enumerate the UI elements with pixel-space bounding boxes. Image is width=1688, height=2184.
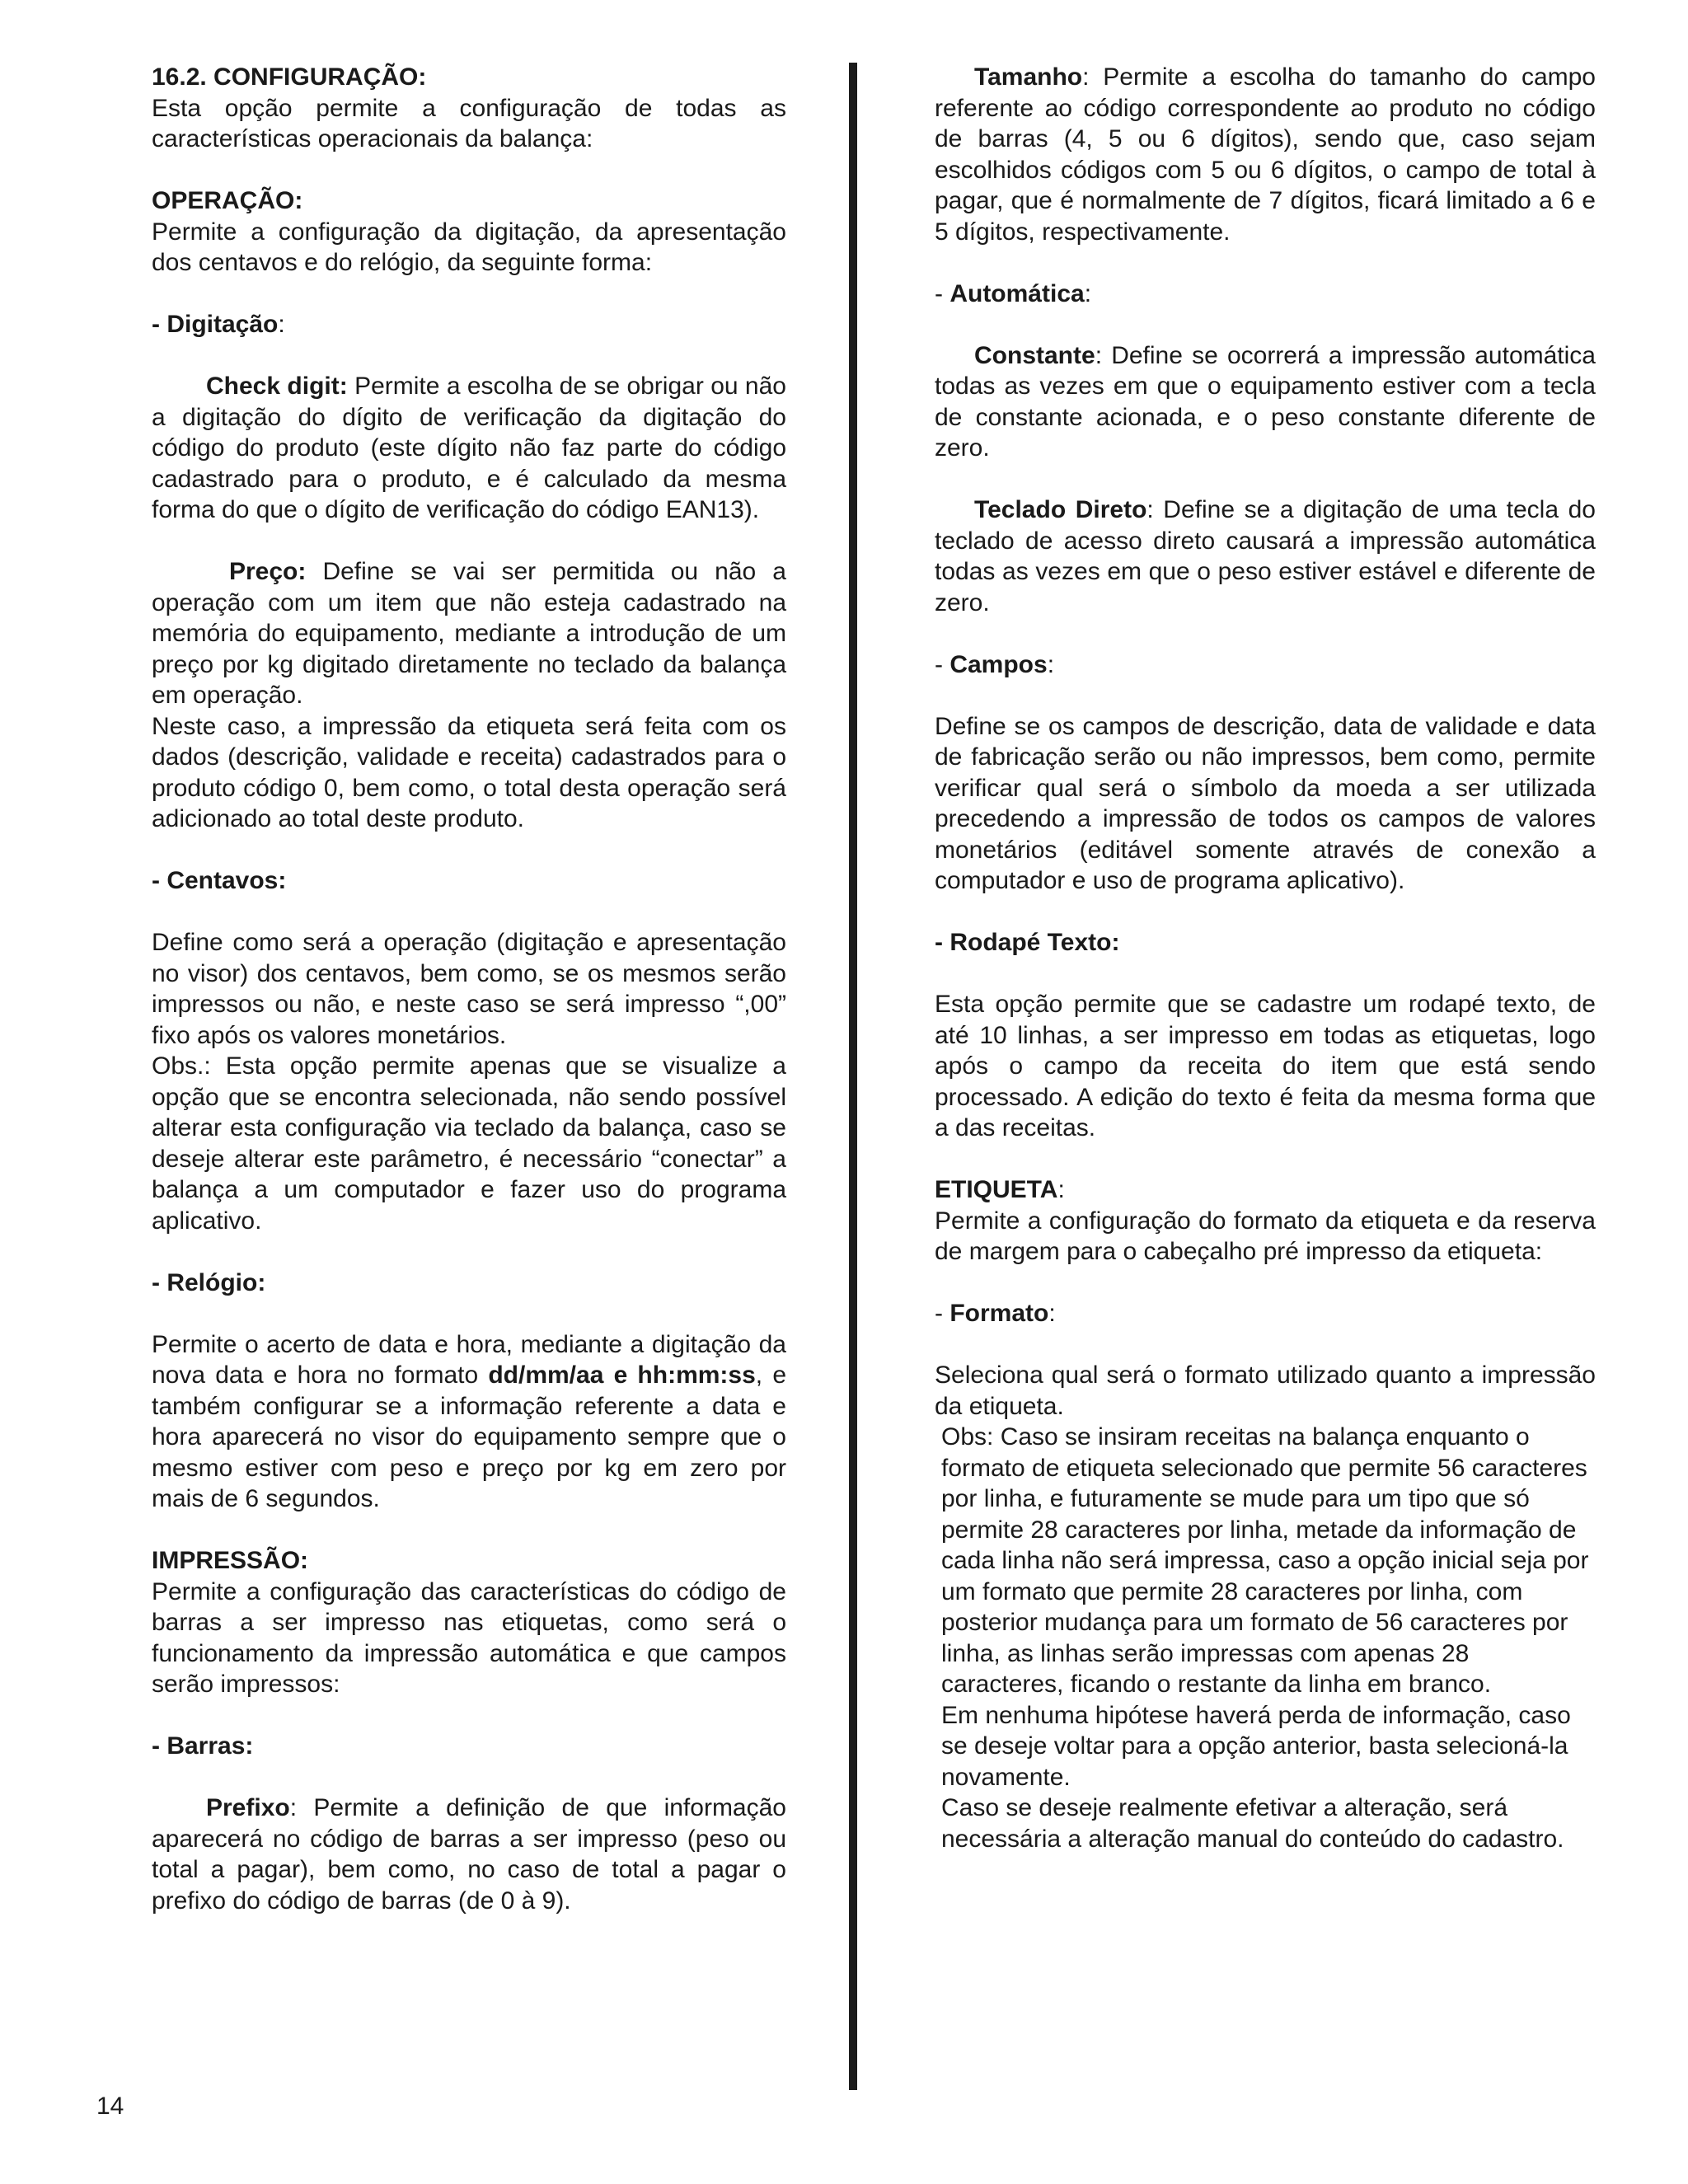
right-column xyxy=(935,62,1596,1854)
digitacao-heading: - Digitação: xyxy=(152,311,285,338)
relogio-paragraph: Permite o acerto de data e hora, mediante a digitação da nova data e hora no formato dd/mm/aa e hh:mm:ss, e também configurar se a informação referente a data e hora aparecerá no visor do equipamento sempre que o mesmo estiver com peso e preço por kg em zero por mais de 6 segundos. xyxy=(152,1330,786,1512)
automatica-heading: - Automática: xyxy=(935,279,1092,307)
formato-obs-2: Em nenhuma hipótese haverá perda de informação, caso se deseje voltar para a opção anterior, basta selecioná-la novamente. xyxy=(941,1701,1571,1791)
teclado-direto-paragraph: Teclado Direto: Define se a digitação de uma tecla do teclado de acesso direto causará a impressão automática todas as vezes em que o peso estiver estável e diferente de zero. xyxy=(935,496,1596,616)
campos-paragraph: Define se os campos de descrição, data de validade e data de fabricação serão ou não impressos, bem como, permite verificar qual será o símbolo da moeda a ser utilizada precedendo a impressão de todos os campos de valores monetários (editável somente através de conexão a computador e uso de programa aplicativo). xyxy=(935,712,1596,894)
rodape-paragraph: Esta opção permite que se cadastre um rodapé texto, de até 10 linhas, a ser impresso em todas as etiquetas, logo após o campo da receita do item que está sendo processado. A edição do texto é feita da mesma forma que a das receitas. xyxy=(935,991,1596,1141)
section-heading: 16.2. CONFIGURAÇÃO: xyxy=(152,63,427,91)
rodape-heading: - Rodapé Texto: xyxy=(935,929,1120,956)
intro-paragraph: Esta opção permite a configuração de todas as características operacionais da balança: xyxy=(152,94,786,152)
centavos-heading: - Centavos: xyxy=(152,867,287,894)
campos-heading: - Campos: xyxy=(935,650,1055,678)
impressao-paragraph: Permite a configuração das características do código de barras a ser impresso nas etiquetas, como será o funcionamento da impressão automática e que campos serão impressos: xyxy=(152,1577,786,1698)
etiqueta-heading: ETIQUETA: xyxy=(935,1176,1065,1203)
formato-paragraph: Seleciona qual será o formato utilizado quanto a impressão da etiqueta. xyxy=(935,1361,1596,1420)
formato-obs: Obs: Caso se insiram receitas na balança enquanto o formato de etiqueta selecionado que permite 56 caracteres por linha, e futuramente se mude para um tipo que só permite 28 caracteres por linha, metade da informação de cada linha não será impressa, caso a opção inicial seja por um formato que permite 28 caracteres por linha, com posterior mudança para um formato de 56 caracteres por linha, as linhas serão impressas com apenas 28 caracteres, ficando o restante da linha em branco. xyxy=(941,1423,1589,1698)
check-digit-paragraph: Check digit: Permite a escolha de se obrigar ou não a digitação do dígito de verificação da digitação do código do produto (este dígito não faz parte do código cadastrado para o produto, e é calculado da mesma forma do que o dígito de verificação do código EAN13). xyxy=(152,373,786,523)
etiqueta-paragraph: Permite a configuração do formato da etiqueta e da reserva de margem para o cabeçalho pré impresso da etiqueta: xyxy=(935,1207,1596,1265)
formato-obs-3: Caso se deseje realmente efetivar a alteração, será necessária a alteração manual do conteúdo do cadastro. xyxy=(941,1794,1564,1853)
prefixo-paragraph: Prefixo: Permite a definição de que informação aparecerá no código de barras a ser impresso (peso ou total a pagar), bem como, no caso de total a pagar o prefixo do código de barras (de 0 à 9). xyxy=(152,1794,786,1915)
column-divider xyxy=(849,63,857,2090)
preco-paragraph: Preço: Define se vai ser permitida ou não a operação com um item que não esteja cadastrado na memória do equipamento, mediante a introdução de um preço por kg digitado diretamente no teclado da balança em operação. xyxy=(152,558,786,709)
formato-heading: - Formato: xyxy=(935,1300,1056,1327)
impressao-heading: IMPRESSÃO: xyxy=(152,1547,309,1574)
page-number: 14 xyxy=(96,2093,124,2120)
preco-paragraph-2: Neste caso, a impressão da etiqueta será feita com os dados (descrição, validade e receita) cadastrados para o produto código 0, bem como, o total desta operação será adicionado ao total deste produto. xyxy=(152,712,786,832)
operacao-paragraph: Permite a configuração da digitação, da apresentação dos centavos e do relógio, da seguinte forma: xyxy=(152,218,786,276)
left-column xyxy=(152,62,786,1916)
operacao-heading: OPERAÇÃO: xyxy=(152,187,303,214)
barras-heading: - Barras: xyxy=(152,1732,254,1760)
tamanho-paragraph: Tamanho: Permite a escolha do tamanho do campo referente ao código correspondente ao produto no código de barras (4, 5 ou 6 dígitos), sendo que, caso sejam escolhidos códigos com 5 ou 6 dígitos, o campo de total à pagar, que é normalmente de 7 dígitos, ficará limitado a 6 e 5 dígitos, respectivamente. xyxy=(935,63,1596,246)
constante-paragraph: Constante: Define se ocorrerá a impressão automática todas as vezes em que o equipamento estiver com a tecla de constante acionada, e o peso constante diferente de zero. xyxy=(935,341,1596,462)
relogio-heading: - Relógio: xyxy=(152,1268,266,1296)
centavos-obs: Obs.: Esta opção permite apenas que se visualize a opção que se encontra selecionada, não sendo possível alterar esta configuração via teclado da balança, caso se deseje alterar este parâmetro, é necessário “conectar” a balança a um computador e fazer uso do programa aplicativo. xyxy=(152,1052,786,1235)
centavos-paragraph: Define como será a operação (digitação e apresentação no visor) dos centavos, bem como, se os mesmos serão impressos ou não, e neste caso se será impresso “,00” fixo após os valores monetários. xyxy=(152,929,786,1049)
